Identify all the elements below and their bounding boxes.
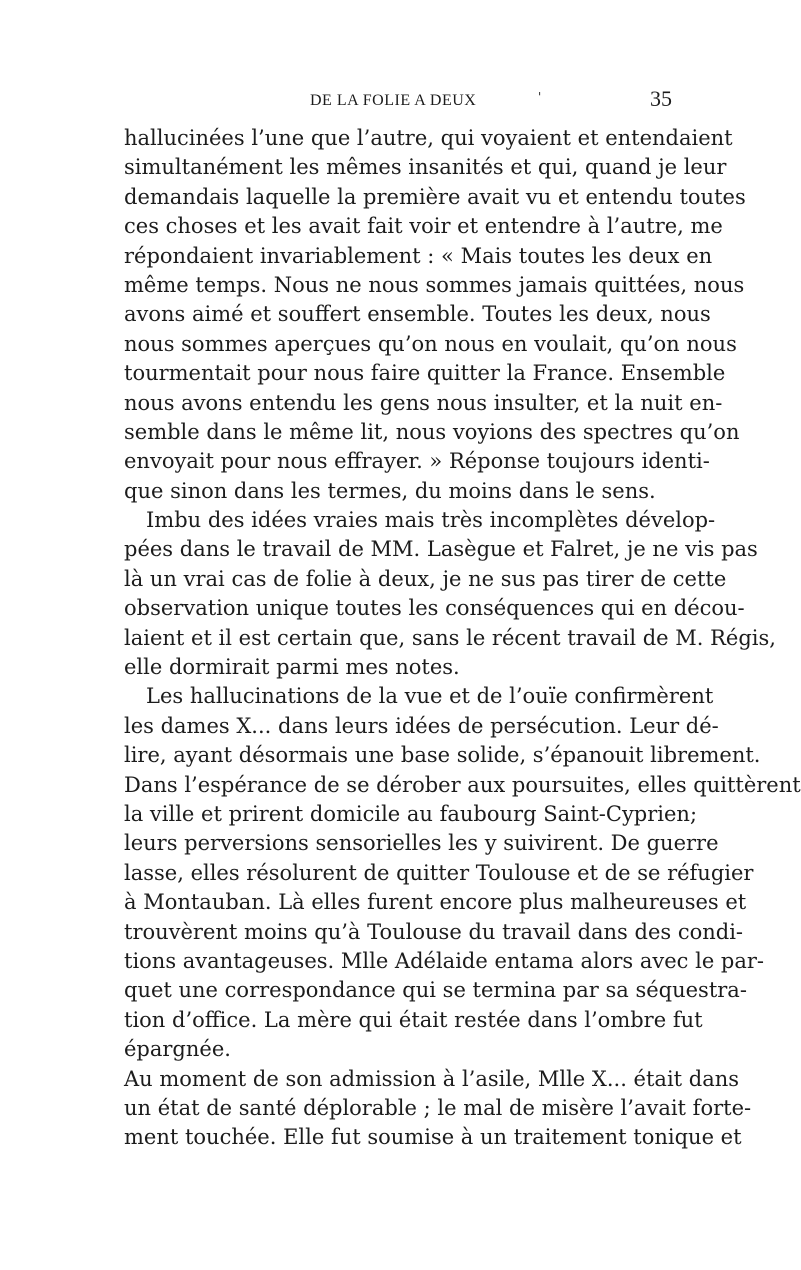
text-line: pées dans le travail de MM. Lasègue et Falret, je ne vis pas xyxy=(124,537,758,562)
text-line: là un vrai cas de folie à deux, je ne sus pas tirer de cette xyxy=(124,566,727,591)
text-line: Au moment de son admission à l’asile, Mlle X... était dans xyxy=(124,1066,740,1091)
stray-mark: ' xyxy=(538,90,542,104)
text-line: les dames X... dans leurs idées de persécution. Leur dé- xyxy=(124,713,719,738)
text-line: envoyait pour nous effrayer. » Réponse toujours identi- xyxy=(124,449,710,474)
text-line: ment touchée. Elle fut soumise à un traitement tonique et xyxy=(124,1125,742,1150)
text-line: elle dormirait parmi mes notes. xyxy=(124,655,460,680)
page-number: 35 xyxy=(650,86,672,111)
text-line: tion d’office. La mère qui était restée dans l’ombre fut xyxy=(124,1007,703,1032)
text-line: Imbu des idées vraies mais très incomplètes dévelop- xyxy=(146,508,716,533)
text-line: observation unique toutes les conséquences qui en décou- xyxy=(124,596,745,621)
text-line: à Montauban. Là elles furent encore plus malheureuses et xyxy=(124,890,747,915)
text-line: tourmentait pour nous faire quitter la France. Ensemble xyxy=(124,361,726,386)
running-title: DE LA FOLIE A DEUX xyxy=(310,92,477,109)
text-line: simultanément les mêmes insanités et qui, quand je leur xyxy=(124,155,727,180)
body-text xyxy=(124,124,801,1153)
running-header xyxy=(130,86,672,116)
text-line: demandais laquelle la première avait vu et entendu toutes xyxy=(124,184,746,209)
text-line: répondaient invariablement : « Mais toutes les deux en xyxy=(124,243,713,268)
text-line: même temps. Nous ne nous sommes jamais quittées, nous xyxy=(124,272,745,297)
paragraph xyxy=(124,682,801,1064)
paragraph xyxy=(124,506,776,682)
text-line: trouvèrent moins qu’à Toulouse du travail dans des condi- xyxy=(124,919,744,944)
text-line: laient et il est certain que, sans le récent travail de M. Régis, xyxy=(124,625,776,650)
text-line: hallucinées l’une que l’autre, qui voyaient et entendaient xyxy=(124,126,733,150)
text-line: semble dans le même lit, nous voyions des spectres qu’on xyxy=(124,419,740,444)
text-line: avons aimé et souffert ensemble. Toutes les deux, nous xyxy=(124,302,711,327)
text-line: nous avons entendu les gens nous insulter, et la nuit en- xyxy=(124,390,723,415)
text-line: Les hallucinations de la vue et de l’ouïe confirmèrent xyxy=(146,684,714,709)
text-line: la ville et prirent domicile au faubourg Saint-Cyprien; xyxy=(124,801,698,826)
text-line: quet une correspondance qui se termina par sa séquestra- xyxy=(124,978,747,1003)
text-line: un état de santé déplorable ; le mal de misère l’avait forte- xyxy=(124,1095,752,1120)
text-line: épargnée. xyxy=(124,1037,231,1062)
text-line: lire, ayant désormais une base solide, s’épanouit librement. xyxy=(124,743,761,768)
text-line: que sinon dans les termes, du moins dans le sens. xyxy=(124,478,656,503)
text-line: ces choses et les avait fait voir et entendre à l’autre, me xyxy=(124,214,723,239)
text-line: tions avantageuses. Mlle Adélaide entama alors avec le par- xyxy=(124,948,765,973)
text-line: nous sommes aperçues qu’on nous en voulait, qu’on nous xyxy=(124,331,737,356)
text-line: Dans l’espérance de se dérober aux poursuites, elles quittèrent xyxy=(124,772,801,797)
text-line: lasse, elles résolurent de quitter Toulouse et de se réfugier xyxy=(124,860,754,885)
text-line: leurs perversions sensorielles les y suivirent. De guerre xyxy=(124,831,719,856)
paragraph xyxy=(124,124,746,506)
paragraph xyxy=(124,1065,752,1153)
